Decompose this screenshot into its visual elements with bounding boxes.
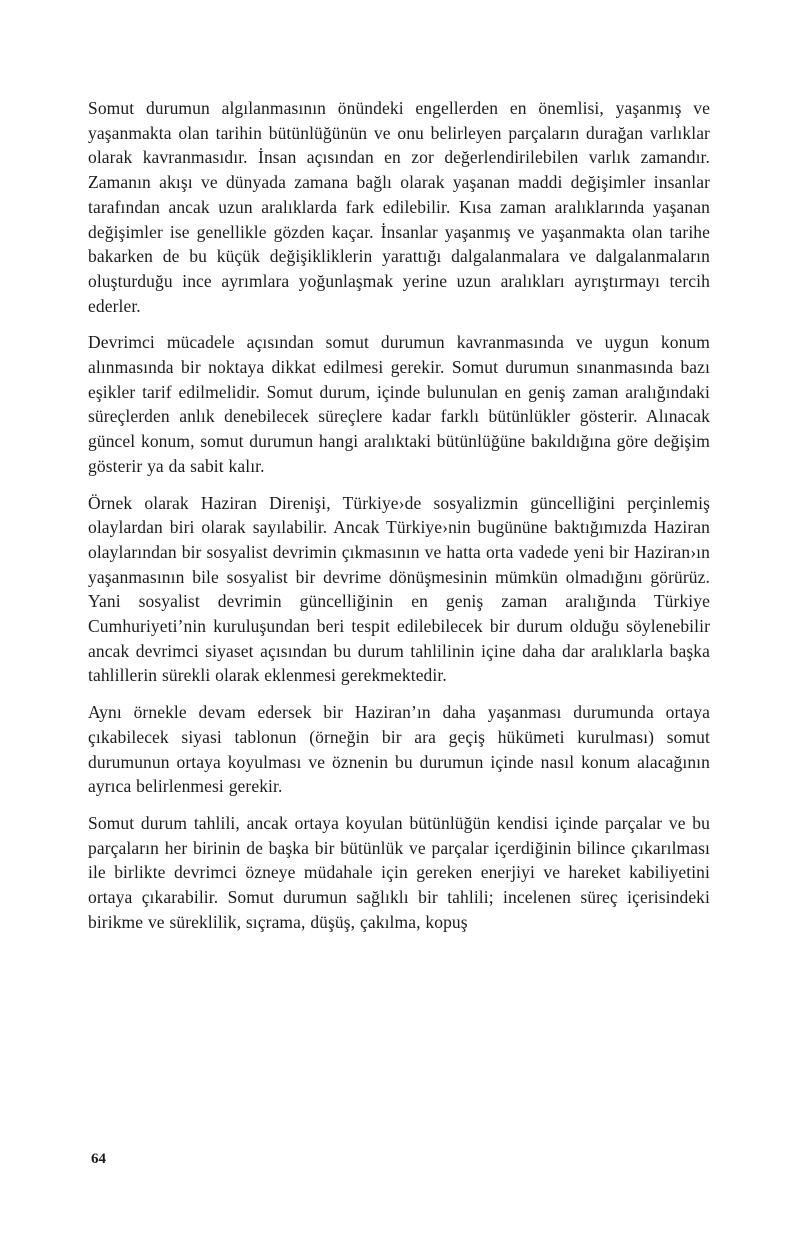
paragraph: Somut durumun algılanmasının önündeki engellerden en önemlisi, yaşanmış ve yaşanmakta olan tarihin bütünlüğünün ve onu belirleyen parçaların durağan varlıklar olarak kavranmasıdır. İnsan açısından en zor değerlendirilebilen varlık zamandır. Zamanın akışı ve dünyada zamana bağlı olarak yaşanan maddi değişimler insanlar tarafından ancak uzun aralıklarda fark edilebilir. Kısa zaman aralıklarında yaşanan değişimler ise genellikle gözden kaçar. İnsanlar yaşanmış ve yaşanmakta olan tarihe bakarken de bu küçük değişikliklerin yarattığı dalgalanmalara ve dalgalanmaların oluşturduğu ince ayrımlara yoğunlaşmak yerine uzun aralıkları ayrıştırmayı tercih ederler. [88,98,710,316]
page-content [88,96,710,947]
page-number: 64 [91,1151,106,1167]
paragraph: Somut durum tahlili, ancak ortaya koyulan bütünlüğün kendisi içinde parçalar ve bu parçaların her birinin de başka bir bütünlük ve parçalar içerdiğinin bilince çıkarılması ile birlikte devrimci özneye müdahale için gereken enerjiyi ve hareket kabiliyetini ortaya çıkarabilir. Somut durumun sağlıklı bir tahlili; incelenen süreç içerisindeki birikme ve süreklilik, sıçrama, düşüş, çakılma, kopuş [88,812,710,932]
paragraph: Aynı örnekle devam edersek bir Haziran’ın daha yaşanması durumunda ortaya çıkabilecek siyasi tablonun (örneğin bir ara geçiş hükümeti kurulması) somut durumunun ortaya koyulması ve öznenin bu durumun içinde nasıl konum alacağının ayrıca belirlenmesi gerekir. [88,702,710,797]
paragraph: Devrimci mücadele açısından somut durumun kavranmasında ve uygun konum alınmasında bir noktaya dikkat edilmesi gerekir. Somut durumun sınanmasında bazı eşikler tarif edilmelidir. Somut durum, içinde bulunulan en geniş zaman aralığındaki süreçlerden anlık denebilecek süreçlere kadar farklı bütünlükler gösterir. Alınacak güncel konum, somut durumun hangi aralıktaki bütünlüğüne bakıldığına göre değişim gösterir ya da sabit kalır. [88,332,710,476]
paragraph: Örnek olarak Haziran Direnişi, Türkiye›de sosyalizmin güncelliğini perçinlemiş olaylardan biri olarak sayılabilir. Ancak Türkiye›nin bugününe baktığımızda Haziran olaylarından bir sosyalist devrimin çıkmasının ve hatta orta vadede yeni bir Haziran›ın yaşanmasının bile sosyalist bir devrime dönüşmesinin mümkün olmadığını görürüz. Yani sosyalist devrimin güncelliğinin en geniş zaman aralığında Türkiye Cumhuriyeti’nin kuruluşundan beri tespit edilebilecek bir durum olduğu söylenebilir ancak devrimci siyaset açısından bu durum tahlilinin içine daha dar aralıklarla başka tahlillerin sürekli olarak eklenmesi gerekmektedir. [88,492,710,686]
